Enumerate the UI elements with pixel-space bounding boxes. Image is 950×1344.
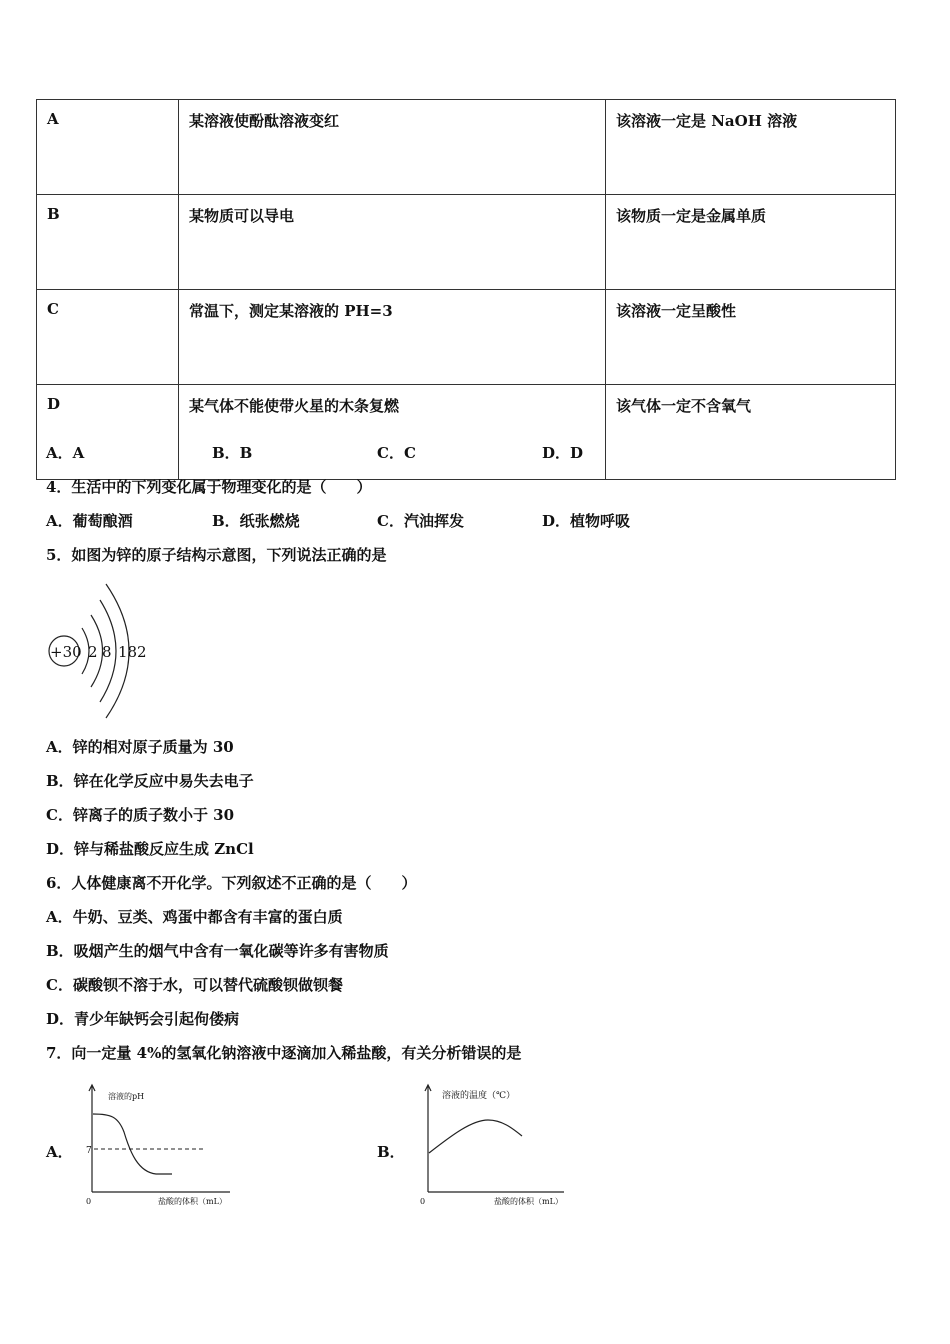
row-statement: 某物质可以导电 <box>179 195 606 290</box>
temp-origin: 0 <box>420 1197 426 1206</box>
q4-option-c[interactable]: C．汽油挥发 <box>377 512 464 530</box>
row-label: D <box>37 385 179 480</box>
temp-x-label: 盐酸的体积（mL） <box>494 1197 563 1206</box>
table-row <box>37 290 896 385</box>
q3-option-a[interactable]: A．A <box>46 444 85 462</box>
q6-option-c[interactable]: C．碳酸钡不溶于水，可以替代硫酸钡做钡餐 <box>46 976 343 994</box>
ph-y-label: 溶液的pH <box>108 1092 145 1101</box>
ph-graph <box>80 1080 240 1210</box>
q6-stem: 6．人体健康离不开化学。下列叙述不正确的是（ ） <box>46 874 417 892</box>
table-row <box>37 195 896 290</box>
question-3-table <box>36 99 896 480</box>
q4-option-d[interactable]: D．植物呼吸 <box>542 512 631 530</box>
q7-option-b-label[interactable]: B． <box>377 1143 405 1161</box>
q3-option-c[interactable]: C．C <box>377 444 416 462</box>
ph-origin: 0 <box>86 1197 92 1206</box>
q4-option-b[interactable]: B．纸张燃烧 <box>212 512 300 530</box>
q6-option-d[interactable]: D．青少年缺钙会引起佝偻病 <box>46 1010 240 1028</box>
nucleus-charge: +30 <box>50 643 82 661</box>
row-conclusion: 该溶液一定呈酸性 <box>606 290 896 385</box>
temperature-graph <box>412 1080 572 1210</box>
temp-y-label: 溶液的温度（℃） <box>442 1091 516 1101</box>
q3-option-b[interactable]: B．B <box>212 444 253 462</box>
shell-electrons-2: 8 <box>102 643 112 661</box>
shell-electrons-4: 2 <box>137 643 147 661</box>
ph-tick-7: 7 <box>86 1146 92 1156</box>
row-conclusion: 该物质一定是金属单质 <box>606 195 896 290</box>
q4-stem: 4．生活中的下列变化属于物理变化的是（ ） <box>46 478 372 496</box>
ph-curve <box>93 1114 172 1174</box>
row-statement: 某气体不能使带火星的木条复燃 <box>179 385 606 480</box>
shell-electrons-1: 2 <box>88 643 98 661</box>
q5-option-d[interactable]: D．锌与稀盐酸反应生成 ZnCl <box>46 840 254 858</box>
row-label: C <box>37 290 179 385</box>
q5-option-b[interactable]: B．锌在化学反应中易失去电子 <box>46 772 254 790</box>
temp-curve <box>429 1120 522 1153</box>
row-conclusion: 该气体一定不含氧气 <box>606 385 896 480</box>
q6-option-a[interactable]: A．牛奶、豆类、鸡蛋中都含有丰富的蛋白质 <box>46 908 343 926</box>
q7-option-a-label[interactable]: A． <box>46 1143 73 1161</box>
row-label: B <box>37 195 179 290</box>
q4-option-a[interactable]: A．葡萄酿酒 <box>46 512 133 530</box>
row-conclusion: 该溶液一定是 NaOH 溶液 <box>606 100 896 195</box>
ph-x-label: 盐酸的体积（mL） <box>158 1197 227 1206</box>
table-row <box>37 385 896 480</box>
zinc-atom-structure-diagram <box>44 578 164 723</box>
table-row <box>37 100 896 195</box>
q5-option-c[interactable]: C．锌离子的质子数小于 30 <box>46 806 235 824</box>
row-statement: 某溶液使酚酞溶液变红 <box>179 100 606 195</box>
q5-option-a[interactable]: A．锌的相对原子质量为 30 <box>46 738 234 756</box>
row-statement: 常温下，测定某溶液的 PH=3 <box>179 290 606 385</box>
q7-stem: 7．向一定量 4%的氢氧化钠溶液中逐滴加入稀盐酸，有关分析错误的是 <box>46 1044 522 1062</box>
row-label: A <box>37 100 179 195</box>
q3-option-d[interactable]: D．D <box>542 444 584 462</box>
q5-stem: 5．如图为锌的原子结构示意图，下列说法正确的是 <box>46 546 387 564</box>
q6-option-b[interactable]: B．吸烟产生的烟气中含有一氧化碳等许多有害物质 <box>46 942 389 960</box>
shell-electrons-3: 18 <box>118 643 138 661</box>
